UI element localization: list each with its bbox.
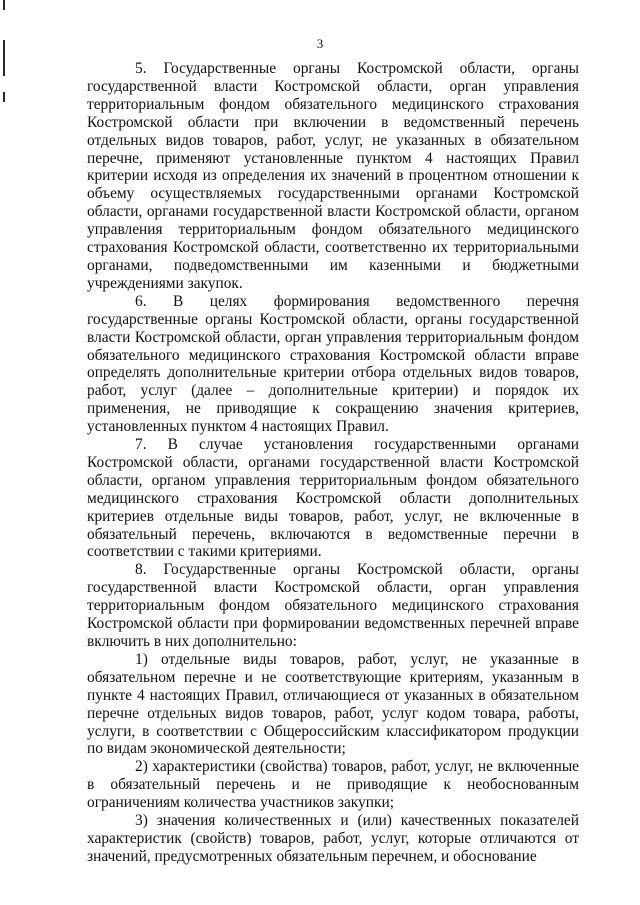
paragraph-7: 7. В случае установления государственными органами Костромской области, органами государственной власти Костромской области, органом управления территориальным фондом обязательного медицинского страхования Костромской области дополнительных критериев отдельные виды товаров, работ, услуг, не включенные в обязательный перечень, включаются в ведомственные перечни в соответствии с такими критериями. [87, 436, 579, 561]
list-item-1: 1) отдельные виды товаров, работ, услуг, не указанные в обязательном перечне и не соответствующие критериям, указанным в пункте 4 настоящих Правил, отличающиеся от указанных в обязательном перечне отдельных видов товаров, работ, услуг кодом товара, работы, услуги, в соответствии с Общероссийским классификатором продукции по видам экономической деятельности; [87, 650, 579, 758]
paragraph-6: 6. В целях формирования ведомственного перечня государственные органы Костромской области, органы государственной власти Костромской области, орган управления территориальным фондом обязательного медицинского страхования Костромской области вправе определять дополнительные критерии отбора отдельных видов товаров, работ, услуг (далее – дополнительные критерии) и порядок их применения, не приводящие к сокращению значения критериев, установленных пунктом 4 настоящих Правил. [87, 292, 579, 436]
scan-edge-mark [3, 0, 5, 10]
document-body [87, 60, 579, 866]
paragraph-8: 8. Государственные органы Костромской области, органы государственной власти Костромской области, орган управления территориальным фондом обязательного медицинского страхования Костромской области при формировании ведомственных перечней вправе включить в них дополнительно: [87, 561, 579, 650]
list-item-2: 2) характеристики (свойства) товаров, работ, услуг, не включенные в обязательный перечень и не приводящие к необоснованным ограничениям количества участников закупки; [87, 758, 579, 812]
paragraph-5: 5. Государственные органы Костромской области, органы государственной власти Костромской области, орган управления территориальным фондом обязательного медицинского страхования Костромской области при включении в ведомственный перечень отдельных видов товаров, работ, услуг, не указанных в обязательном перечне, применяют установленные пунктом 4 настоящих Правил критерии исходя из определения их значений в процентном отношении к объему осуществляемых государственными органами Костромской области, органами государственной власти Костромской области, органом управления территориальным фондом обязательного медицинского страхования Костромской области, соответственно их территориальными органами, подведомственными им казенными и бюджетными учреждениями закупок. [87, 60, 579, 292]
list-item-3: 3) значения количественных и (или) качественных показателей характеристик (свойств) товаров, работ, услуг, которые отличаются от значений, предусмотренных обязательным перечнем, и обоснование [87, 812, 579, 865]
page-number: 3 [316, 36, 324, 51]
scan-edge-mark [3, 92, 5, 102]
